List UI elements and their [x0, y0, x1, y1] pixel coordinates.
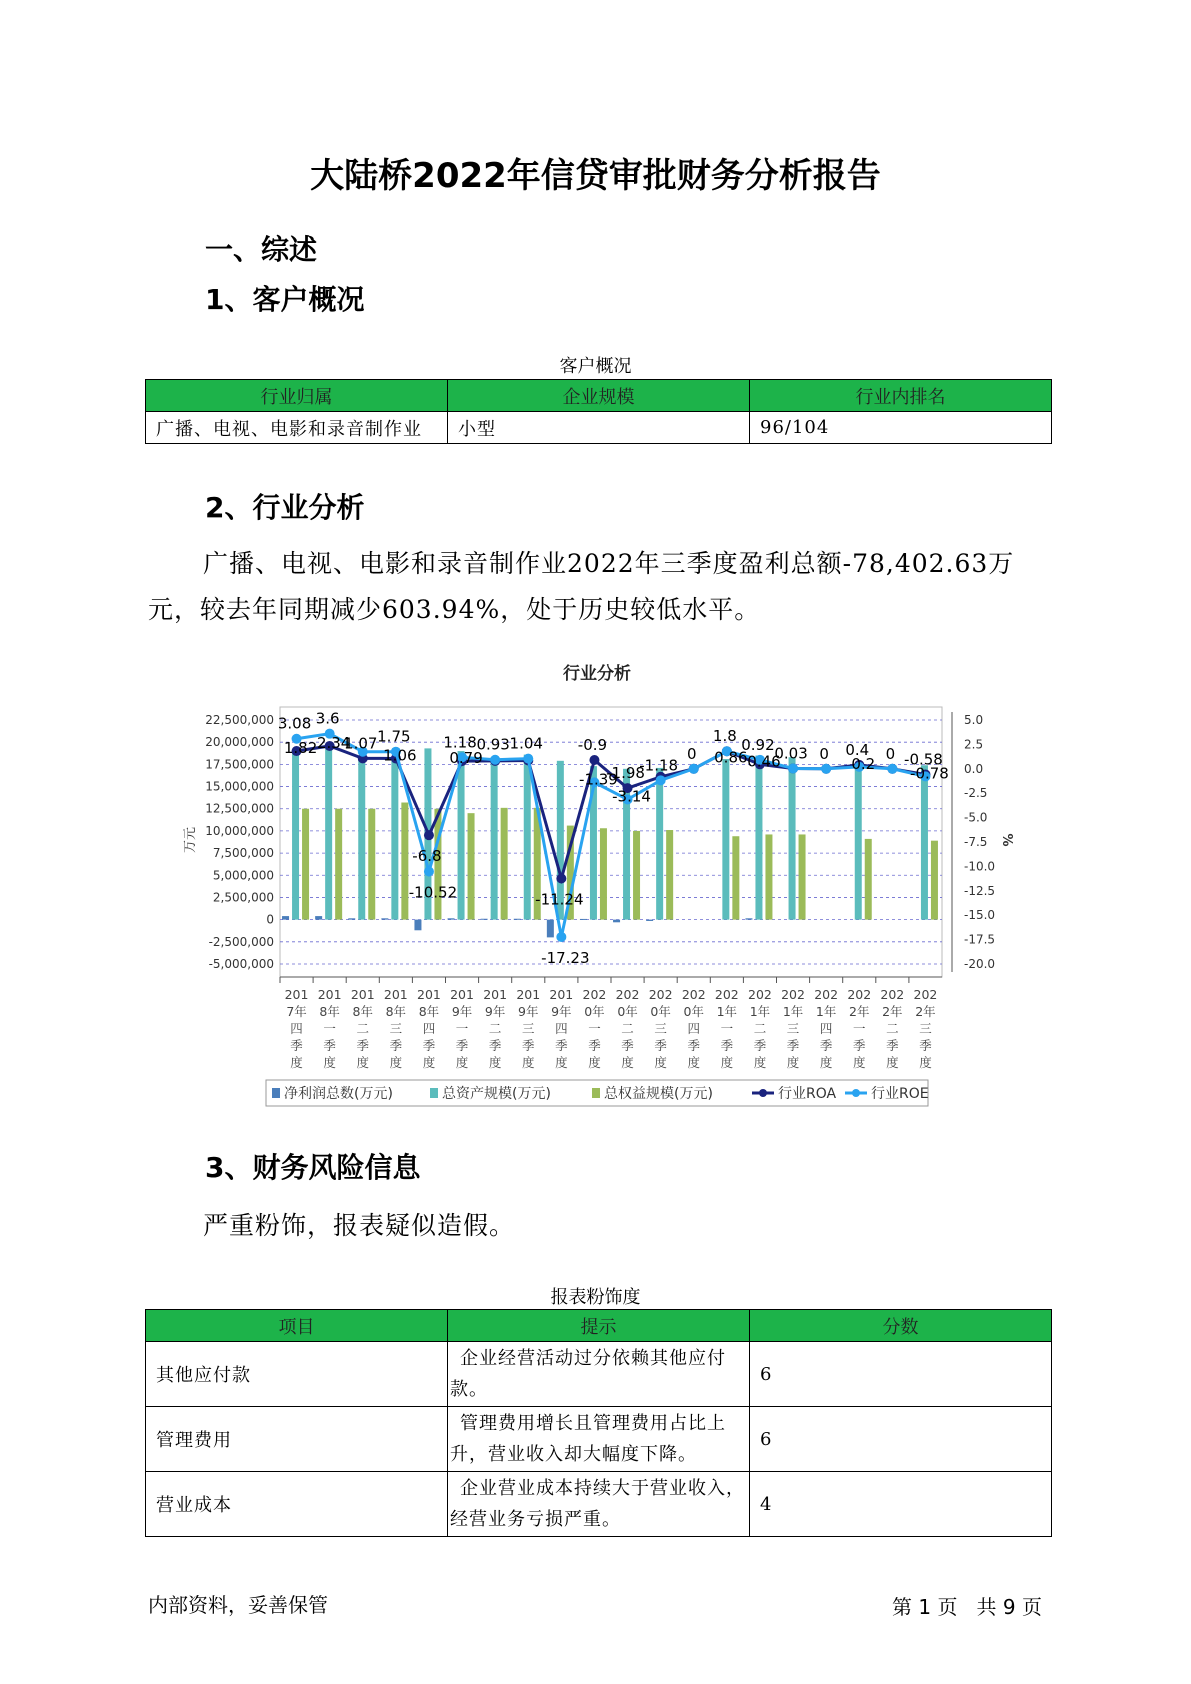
legend-label: 总资产规模(万元) — [442, 1086, 551, 1102]
legend-label: 净利润总数(万元) — [284, 1086, 393, 1102]
table-cell-rank: 96/104 — [750, 412, 1052, 444]
bar — [292, 751, 299, 920]
x-tick-label: 三 — [389, 1021, 403, 1036]
data-label: -1.18 — [639, 756, 679, 775]
bar — [865, 839, 872, 920]
customer-table — [145, 379, 1052, 444]
x-tick-label: 202 — [847, 987, 872, 1002]
legend-marker — [759, 1089, 767, 1097]
x-tick-label: 度 — [886, 1055, 899, 1070]
chart-gridlines — [280, 720, 942, 964]
y2-tick-label: 2.5 — [964, 737, 984, 752]
bar — [401, 803, 408, 920]
bar — [646, 920, 653, 921]
x-tick-label: 三 — [919, 1021, 932, 1036]
y-tick-label: 5,000,000 — [212, 868, 274, 883]
table-header-cell: 行业归属 — [146, 380, 448, 412]
x-tick-label: 度 — [389, 1055, 403, 1070]
x-tick-label: 度 — [720, 1055, 734, 1070]
bar — [789, 757, 796, 919]
table-header-cell: 企业规模 — [448, 380, 750, 412]
x-tick-label: 9年 — [484, 1004, 506, 1019]
hint-line: 企业营业成本持续大于营业收入， — [460, 1478, 745, 1499]
y2-tick-label: 0.0 — [964, 761, 984, 776]
x-tick-label: 季 — [621, 1038, 634, 1053]
x-tick-label: 度 — [687, 1055, 701, 1070]
data-label: 1.82 — [283, 739, 318, 758]
bar — [633, 831, 640, 920]
data-label: 3.08 — [277, 714, 312, 733]
data-label: -0.58 — [904, 750, 943, 769]
x-tick-label: 度 — [919, 1055, 932, 1070]
bar — [368, 809, 375, 920]
x-tick-label: 7年 — [286, 1004, 307, 1019]
hint-line: 升，营业收入却大幅度下降。 — [450, 1444, 697, 1465]
page-title: 大陆桥2022年信贷审批财务分析报告 — [310, 156, 881, 196]
section-heading-risk: 3、财务风险信息 — [205, 1151, 421, 1184]
x-tick-label: 一 — [323, 1021, 336, 1036]
y-tick-label: 12,500,000 — [205, 801, 274, 816]
table-cell-item: 其他应付款 — [146, 1342, 448, 1407]
x-tick-label: 9年 — [551, 1004, 572, 1019]
y2-axis-ticks — [952, 712, 995, 972]
x-tick-label: 二 — [621, 1021, 634, 1036]
x-tick-label: 季 — [356, 1038, 370, 1053]
x-tick-label: 201 — [317, 987, 342, 1002]
data-label: 0 — [819, 744, 829, 763]
legend-swatch — [272, 1088, 280, 1098]
data-label: 2.34 — [316, 733, 351, 752]
bar — [765, 834, 772, 919]
chart-title: 行业分析 — [563, 664, 631, 684]
y2-tick-label: -12.5 — [964, 883, 996, 898]
x-tick-label: 季 — [323, 1038, 336, 1053]
industry-paragraph-line2: 元，较去年同期减少603.94%，处于历史较低水平。 — [148, 595, 761, 624]
industry-chart — [0, 650, 1191, 1120]
bar — [580, 919, 587, 920]
y2-tick-label: 5.0 — [964, 713, 984, 727]
bar — [921, 765, 928, 919]
series-point — [689, 764, 699, 774]
x-tick-label: 2年 — [915, 1004, 936, 1019]
risk-table-caption: 报表粉饰度 — [550, 1287, 641, 1308]
x-tick-label: 度 — [819, 1055, 833, 1070]
series-point — [788, 764, 798, 774]
series-point — [556, 874, 566, 884]
legend-marker — [852, 1089, 860, 1097]
bar — [381, 918, 388, 919]
chart-legend — [266, 1080, 929, 1106]
x-tick-label: 季 — [687, 1038, 701, 1053]
x-axis-ticks — [280, 977, 942, 1070]
bar — [391, 758, 398, 919]
y2-tick-label: -20.0 — [964, 957, 996, 971]
x-tick-label: 季 — [488, 1038, 502, 1053]
table-header-cell: 提示 — [448, 1310, 750, 1342]
bar — [755, 755, 762, 919]
data-label: -0.9 — [577, 736, 608, 755]
x-tick-label: 8年 — [418, 1004, 440, 1019]
x-tick-label: 度 — [356, 1055, 370, 1070]
x-tick-label: 202 — [681, 987, 706, 1002]
table-header-row — [146, 1310, 1052, 1342]
bar — [722, 759, 729, 920]
x-tick-label: 201 — [417, 987, 441, 1002]
plot-frame — [277, 707, 942, 977]
x-tick-label: 季 — [819, 1038, 833, 1053]
data-label: 0.79 — [449, 749, 483, 768]
hint-line: 款。 — [450, 1379, 488, 1400]
x-tick-label: 二 — [753, 1021, 767, 1036]
x-tick-label: 度 — [654, 1055, 667, 1070]
x-tick-label: 0年 — [650, 1004, 671, 1019]
data-label: 1.07 — [344, 734, 378, 753]
table-cell-score: 4 — [750, 1472, 1052, 1537]
x-tick-label: 8年 — [319, 1004, 340, 1019]
x-tick-label: 8年 — [385, 1004, 407, 1019]
table-cell-scale: 小型 — [448, 412, 750, 444]
y2-tick-label: -7.5 — [964, 835, 988, 849]
bar — [600, 828, 607, 919]
y-tick-label: -5,000,000 — [208, 957, 274, 971]
bar — [501, 808, 508, 920]
x-tick-label: 202 — [714, 987, 739, 1002]
section-heading-customer: 1、客户概况 — [205, 283, 365, 316]
risk-paragraph: 严重粉饰，报表疑似造假。 — [203, 1211, 516, 1240]
bar — [448, 918, 455, 919]
x-tick-label: 度 — [455, 1055, 469, 1070]
bar — [514, 919, 521, 920]
x-tick-label: 度 — [852, 1055, 866, 1070]
x-tick-label: 四 — [290, 1021, 303, 1036]
bar — [524, 755, 531, 920]
x-tick-label: 202 — [648, 987, 673, 1002]
bar — [468, 813, 475, 919]
series-point — [656, 775, 666, 785]
x-tick-label: 季 — [422, 1038, 436, 1053]
hint-line: 管理费用增长且管理费用占比上 — [460, 1413, 726, 1434]
bar — [335, 809, 342, 920]
x-tick-label: 201 — [549, 987, 574, 1002]
series-point — [523, 754, 533, 764]
bar — [613, 920, 620, 923]
table-row — [146, 1342, 1052, 1407]
data-label: 0.93 — [476, 735, 510, 754]
x-tick-label: 201 — [483, 987, 508, 1002]
x-tick-label: 一 — [455, 1021, 469, 1036]
chart-data-labels — [278, 710, 949, 967]
x-tick-label: 0年 — [617, 1004, 638, 1019]
x-tick-label: 度 — [521, 1055, 535, 1070]
y-tick-label: 10,000,000 — [205, 823, 274, 838]
legend-label: 总权益规模(万元) — [604, 1086, 713, 1102]
y-tick-label: 2,500,000 — [212, 890, 274, 905]
x-tick-label: 201 — [516, 987, 541, 1002]
x-tick-label: 二 — [488, 1021, 502, 1036]
table-row — [146, 1407, 1052, 1472]
x-tick-label: 度 — [488, 1055, 502, 1070]
y-tick-label: 22,500,000 — [205, 713, 274, 727]
table-header-cell: 行业内排名 — [750, 380, 1052, 412]
x-tick-label: 202 — [913, 987, 938, 1002]
y2-tick-label: -5.0 — [964, 810, 988, 825]
risk-table — [145, 1309, 1052, 1537]
x-tick-label: 三 — [786, 1021, 800, 1036]
bar — [666, 830, 673, 920]
series-point — [490, 755, 500, 765]
table-header-cell: 项目 — [146, 1310, 448, 1342]
x-tick-label: 2年 — [882, 1004, 903, 1019]
x-tick-label: 0年 — [584, 1004, 605, 1019]
data-label: 0.46 — [747, 752, 781, 771]
data-label: 0.03 — [774, 744, 808, 763]
data-label: 0 — [885, 744, 896, 763]
x-tick-label: 三 — [521, 1021, 535, 1036]
data-label: 1.75 — [377, 727, 411, 746]
bar — [481, 919, 488, 920]
x-tick-label: 季 — [753, 1038, 767, 1053]
x-tick-label: 季 — [555, 1038, 568, 1053]
y2-tick-label: -10.0 — [964, 859, 996, 874]
page-number: 第 1 页 共 9 页 — [892, 1595, 1042, 1619]
series-point — [424, 866, 434, 876]
data-label: 0.4 — [845, 740, 870, 759]
x-tick-label: 度 — [290, 1055, 303, 1070]
x-tick-label: 0年 — [683, 1004, 704, 1019]
table-row — [146, 1472, 1052, 1537]
series-point — [424, 830, 434, 840]
industry-paragraph-line1: 广播、电视、电影和录音制作业2022年三季度盈利总额-78,402.63万 — [203, 549, 1015, 578]
table-header-cell: 分数 — [750, 1310, 1052, 1342]
x-tick-label: 202 — [615, 987, 640, 1002]
x-tick-label: 度 — [323, 1055, 336, 1070]
bar — [282, 916, 289, 920]
x-tick-label: 四 — [422, 1021, 436, 1036]
bar — [799, 834, 806, 919]
x-tick-label: 202 — [814, 987, 839, 1002]
table-row — [146, 412, 1052, 444]
x-tick-label: 度 — [786, 1055, 800, 1070]
x-tick-label: 四 — [555, 1021, 568, 1036]
x-tick-label: 季 — [919, 1038, 932, 1053]
legend-label: 行业ROE — [871, 1086, 929, 1102]
x-tick-label: 二 — [356, 1021, 370, 1036]
y-tick-label: 15,000,000 — [205, 779, 274, 794]
x-tick-label: 201 — [383, 987, 408, 1002]
table-cell-score: 6 — [750, 1407, 1052, 1472]
table-cell-score: 6 — [750, 1342, 1052, 1407]
series-point — [589, 755, 599, 765]
x-tick-label: 季 — [654, 1038, 667, 1053]
data-label: -6.8 — [412, 847, 442, 866]
x-tick-label: 201 — [450, 987, 474, 1002]
table-cell-item: 管理费用 — [146, 1407, 448, 1472]
bar — [325, 744, 332, 920]
data-label: 1.06 — [383, 746, 417, 765]
bar — [414, 920, 421, 931]
table-header-row — [146, 380, 1052, 412]
section-heading-overview: 一、综述 — [205, 233, 318, 266]
bar — [931, 841, 938, 920]
table-cell-industry: 广播、电视、电影和录音制作业 — [146, 412, 448, 444]
x-tick-label: 201 — [350, 987, 375, 1002]
bar — [547, 920, 554, 938]
table-cell-hint — [448, 1472, 750, 1537]
x-tick-label: 202 — [781, 987, 805, 1002]
data-label: 1.04 — [509, 734, 543, 753]
footer-note: 内部资料，妥善保管 — [148, 1593, 328, 1617]
x-tick-label: 度 — [753, 1055, 767, 1070]
x-tick-label: 季 — [455, 1038, 469, 1053]
x-tick-label: 季 — [588, 1038, 601, 1053]
y-tick-label: 7,500,000 — [212, 846, 274, 861]
bar — [458, 751, 465, 920]
x-tick-label: 1年 — [749, 1004, 771, 1019]
data-label: 0.86 — [714, 748, 748, 767]
legend-swatch — [592, 1088, 600, 1098]
x-tick-label: 9年 — [451, 1004, 473, 1019]
x-tick-label: 度 — [422, 1055, 436, 1070]
bar — [745, 918, 752, 919]
y-tick-label: 20,000,000 — [205, 735, 274, 750]
y2-tick-label: -2.5 — [964, 786, 988, 801]
x-tick-label: 202 — [748, 987, 772, 1002]
bar — [315, 916, 322, 920]
x-tick-label: 8年 — [352, 1004, 373, 1019]
table-cell-hint — [448, 1342, 750, 1407]
hint-line: 企业经营活动过分依赖其他应付 — [460, 1348, 726, 1369]
x-tick-label: 201 — [284, 987, 309, 1002]
x-tick-label: 一 — [852, 1021, 866, 1036]
x-tick-label: 2年 — [849, 1004, 870, 1019]
bar — [656, 768, 663, 920]
section-heading-industry: 2、行业分析 — [205, 491, 365, 524]
bar — [302, 809, 309, 920]
bar — [348, 918, 355, 919]
data-label: -10.52 — [408, 883, 458, 902]
customer-table-caption: 客户概况 — [559, 356, 632, 377]
x-tick-label: 季 — [389, 1038, 403, 1053]
data-label: -0.78 — [910, 764, 949, 783]
x-tick-label: 季 — [521, 1038, 535, 1053]
data-label: -3.14 — [612, 787, 651, 806]
x-tick-label: 季 — [886, 1038, 899, 1053]
x-tick-label: 1年 — [782, 1004, 804, 1019]
legend-swatch — [430, 1088, 438, 1098]
bar — [732, 836, 739, 919]
y-axis-ticks — [205, 713, 274, 971]
x-tick-label: 度 — [588, 1055, 601, 1070]
x-tick-label: 一 — [720, 1021, 734, 1036]
x-tick-label: 二 — [886, 1021, 899, 1036]
y-tick-label: 17,500,000 — [205, 757, 274, 772]
data-label: -1.39 — [579, 770, 618, 789]
data-label: 0 — [686, 744, 697, 763]
x-tick-label: 1年 — [815, 1004, 837, 1019]
legend-label: 行业ROA — [778, 1086, 837, 1102]
series-point — [887, 764, 897, 774]
x-tick-label: 202 — [880, 987, 905, 1002]
data-label: 1.8 — [712, 727, 737, 746]
x-tick-label: 9年 — [518, 1004, 539, 1019]
data-label: -1.98 — [606, 764, 645, 783]
y-axis-label: 万元 — [183, 826, 198, 854]
x-tick-label: 季 — [852, 1038, 866, 1053]
y2-tick-label: -17.5 — [964, 932, 996, 947]
bar — [358, 757, 365, 919]
y2-tick-label: -15.0 — [964, 908, 996, 923]
x-tick-label: 一 — [588, 1021, 601, 1036]
x-tick-label: 1年 — [716, 1004, 738, 1019]
x-tick-label: 三 — [654, 1021, 667, 1036]
y-tick-label: 0 — [266, 912, 274, 927]
x-tick-label: 度 — [621, 1055, 634, 1070]
y2-axis-label: % — [999, 833, 1014, 847]
hint-line: 经营业务亏损严重。 — [450, 1509, 621, 1530]
x-tick-label: 四 — [819, 1021, 833, 1036]
table-cell-hint — [448, 1407, 750, 1472]
y-tick-label: -2,500,000 — [208, 934, 274, 949]
data-label: 1.18 — [443, 733, 477, 752]
x-tick-label: 季 — [290, 1038, 303, 1053]
x-tick-label: 202 — [582, 987, 607, 1002]
table-cell-item: 营业成本 — [146, 1472, 448, 1537]
data-label: -11.24 — [535, 890, 584, 909]
series-point — [556, 932, 566, 942]
bar — [491, 757, 498, 919]
data-label: 0.2 — [851, 754, 876, 773]
series-point — [821, 764, 831, 774]
x-tick-label: 季 — [786, 1038, 800, 1053]
data-label: 0.92 — [741, 735, 775, 754]
x-tick-label: 度 — [555, 1055, 568, 1070]
x-tick-label: 季 — [720, 1038, 734, 1053]
data-label: -17.23 — [541, 948, 590, 967]
x-tick-label: 四 — [687, 1021, 701, 1036]
bar — [855, 765, 862, 919]
data-label: 3.6 — [315, 709, 340, 728]
